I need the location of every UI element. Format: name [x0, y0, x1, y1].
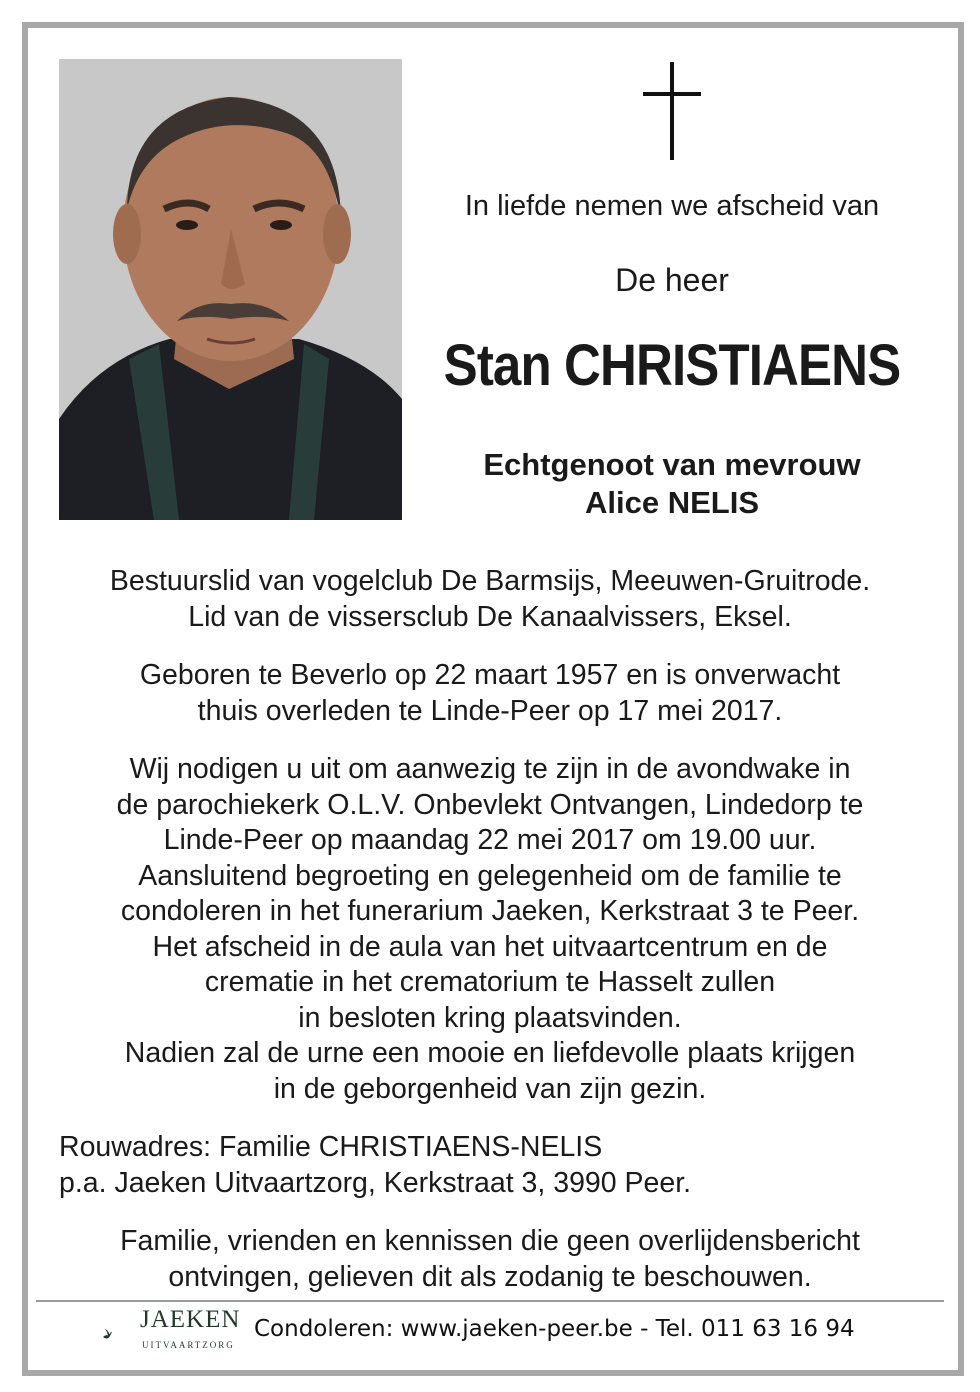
text-line: Bestuurslid van vogelclub De Barmsijs, Meeuwen-Gruitrode.	[109, 565, 871, 597]
ceremony-paragraph	[40, 752, 940, 1107]
address-line: p.a. Jaeken Uitvaartzorg, Kerkstraat 3, 3990 Peer.	[59, 1166, 692, 1199]
notice-paragraph	[40, 1224, 940, 1295]
text-line: Familie, vrienden en kennissen die geen overlijdensbericht	[120, 1225, 860, 1257]
clubs-paragraph	[40, 564, 940, 635]
dove-icon	[102, 1308, 142, 1358]
text-line: ontvingen, gelieven dit als zodanig te beschouwen.	[168, 1260, 812, 1293]
text-line: condoleren in het funerarium Jaeken, Kerkstraat 3 te Peer.	[120, 895, 860, 927]
text-line: thuis overleden te Linde-Peer op 17 mei 2017.	[197, 694, 783, 727]
logo-name: JAEKEN	[140, 1306, 241, 1333]
address-line: Rouwadres: Familie CHRISTIAENS-NELIS	[59, 1131, 603, 1163]
text-line: Lid van de vissersclub De Kanaalvissers, Eksel.	[188, 600, 792, 633]
spouse-line-1: Echtgenoot van mevrouw	[483, 447, 861, 482]
deceased-name: Stan CHRISTIAENS	[443, 333, 901, 398]
portrait-photo	[59, 59, 402, 520]
text-line: Aansluitend begroeting en gelegenheid om de familie te	[138, 859, 842, 892]
cross-icon	[643, 62, 701, 160]
text-line: in besloten kring plaatsvinden.	[298, 1001, 682, 1034]
footer-divider	[36, 1300, 944, 1302]
salutation: De heer	[615, 262, 729, 298]
logo-subtitle: UITVAARTZORG	[142, 1340, 235, 1350]
spouse-line-2: Alice NELIS	[585, 485, 759, 520]
text-line: Nadien zal de urne een mooie en liefdevolle plaats krijgen	[124, 1037, 856, 1069]
spouse-block	[412, 446, 932, 522]
mourning-address	[59, 1130, 691, 1201]
text-line: Linde-Peer op maandag 22 mei 2017 om 19.00 uur.	[163, 824, 817, 856]
text-line: Wij nodigen u uit om aanwezig te zijn in de avondwake in	[129, 753, 851, 785]
text-line: Geboren te Beverlo op 22 maart 1957 en is onverwacht	[139, 659, 841, 691]
intro-text: In liefde nemen we afscheid van	[464, 190, 880, 222]
text-line: de parochiekerk O.L.V. Onbevlekt Ontvangen, Lindedorp te	[116, 788, 864, 821]
condolence-contact: Condoleren: www.jaeken-peer.be - Tel. 011 63 16 94	[254, 1316, 855, 1342]
text-line: Het afscheid in de aula van het uitvaartcentrum en de	[152, 930, 828, 963]
text-line: crematie in het crematorium te Hasselt zullen	[204, 966, 776, 998]
text-line: in de geborgenheid van zijn gezin.	[273, 1072, 707, 1105]
birth-death-paragraph	[40, 658, 940, 729]
